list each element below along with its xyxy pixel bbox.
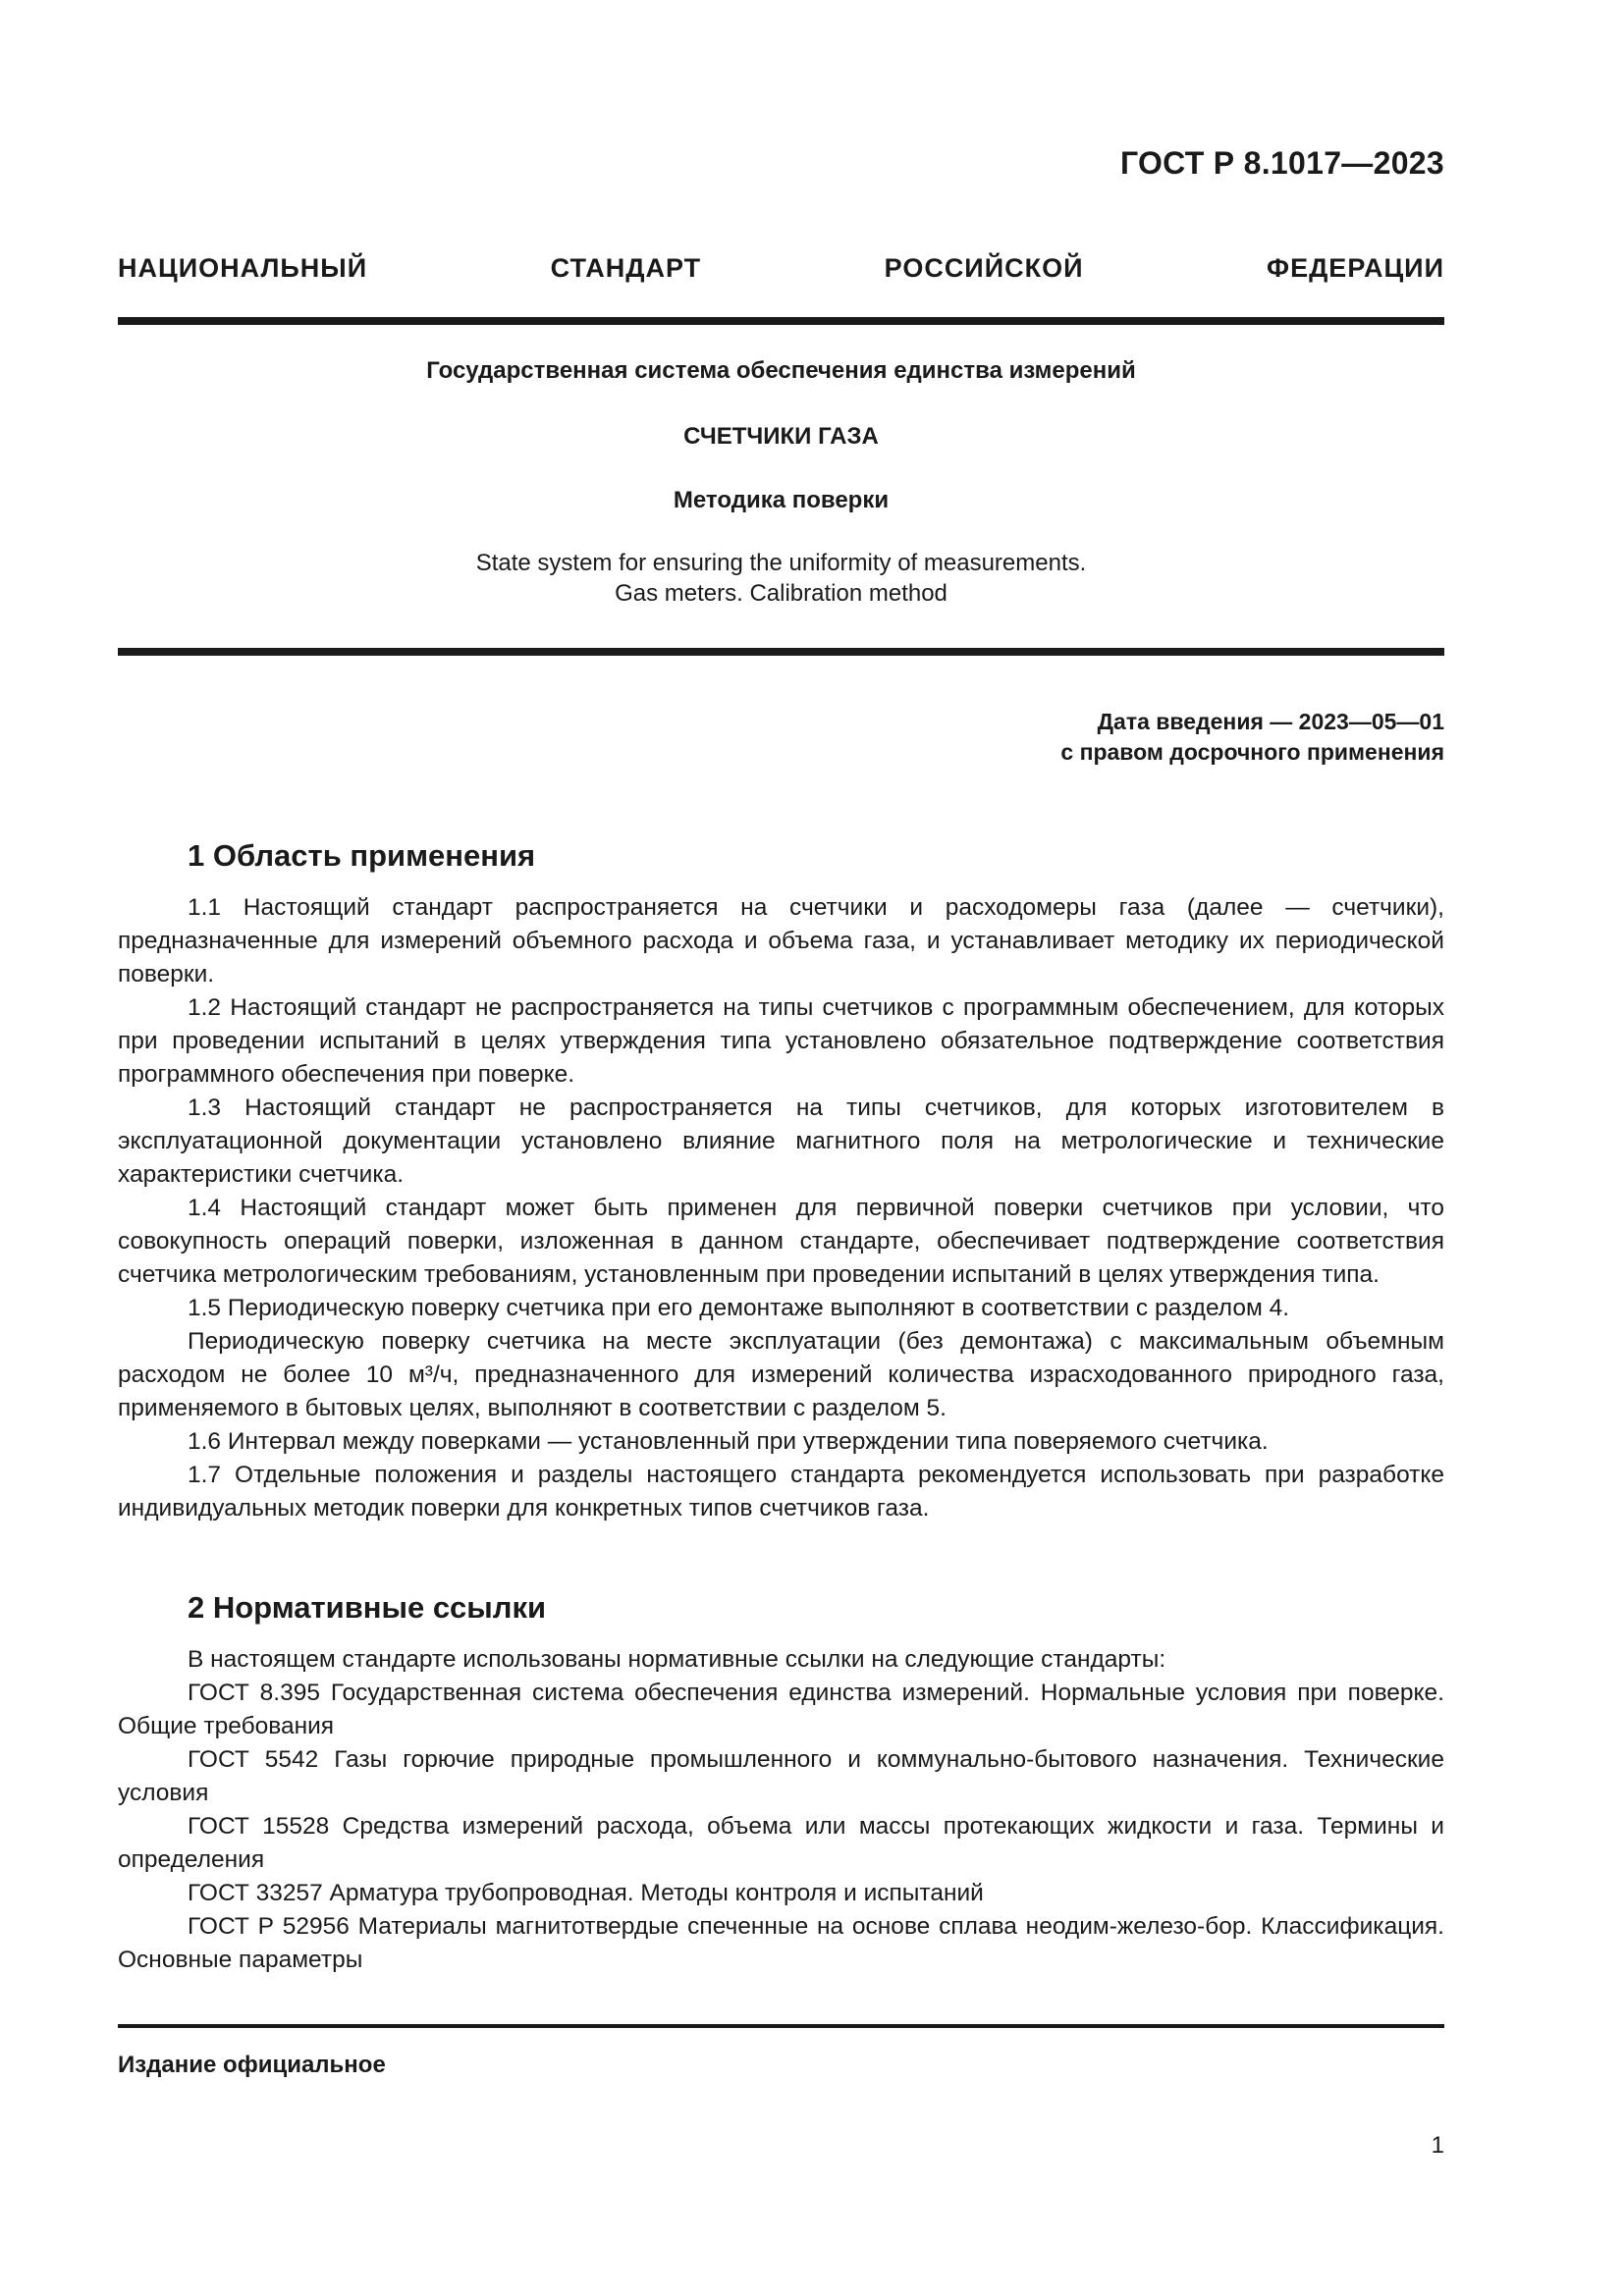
english-title-line: Gas meters. Calibration method	[615, 580, 947, 607]
title-divider	[118, 648, 1444, 656]
paragraph: В настоящем стандарте использованы нормативные ссылки на следующие стандарты:	[188, 1646, 1166, 1673]
official-edition-label: Издание официальное	[118, 2052, 386, 2078]
paragraph: 1.2 Настоящий стандарт не распространяется на типы счетчиков с программным обеспечением, для которых при проведении испытаний в целях утверждения типа установлено обязательное подтверждение соответствия программного обеспечения при поверке.	[118, 994, 1444, 1088]
reference-item: ГОСТ 33257 Арматура трубопроводная. Методы контроля и испытаний	[188, 1880, 984, 1906]
method-title: Методика поверки	[673, 487, 890, 513]
header-divider	[118, 317, 1444, 325]
early-application-note: с правом досрочного применения	[1060, 739, 1444, 765]
national-standard-title: НАЦИОНАЛЬНЫЙ СТАНДАРТ РОССИЙСКОЙ ФЕДЕРАЦИИ	[118, 253, 1444, 283]
introduction-date	[1060, 707, 1444, 768]
reference-item: ГОСТ Р 52956 Материалы магнитотвердые спеченные на основе сплава неодим-железо-бор. Классификация. Основные параметры	[118, 1913, 1444, 1973]
paragraph: Периодическую поверку счетчика на месте эксплуатации (без демонтажа) с максимальным объемным расходом не более 10 м³/ч, предназначенного для измерений количества израсходованного природного газа, применяемого в бытовых целях, выполняют в соответствии с разделом 5.	[118, 1328, 1444, 1421]
introduction-date-line: Дата введения — 2023—05—01	[1097, 709, 1444, 734]
section-normative-references	[118, 1590, 1444, 1977]
paragraph: 1.4 Настоящий стандарт может быть применен для первичной поверки счетчиков при условии, что совокупность операций поверки, изложенная в данном стандарте, обеспечивает подтверждение соответствия счетчика метрологическим требованиям, установленным при проведении испытаний в целях утверждения типа.	[118, 1195, 1444, 1288]
paragraph: 1.5 Периодическую поверку счетчика при его демонтаже выполняют в соответствии с разделом 4.	[188, 1295, 1290, 1321]
section-heading: 1 Область применения	[188, 838, 536, 873]
product-title: СЧЕТЧИКИ ГАЗА	[683, 423, 879, 450]
english-title-line: State system for ensuring the uniformity of measurements.	[475, 550, 1087, 576]
section-heading: 2 Нормативные ссылки	[188, 1590, 547, 1625]
reference-item: ГОСТ 15528 Средства измерений расхода, объема или массы протекающих жидкости и газа. Термины и определения	[118, 1813, 1444, 1873]
paragraph: 1.6 Интервал между поверками — установленный при утверждении типа поверяемого счетчика.	[188, 1428, 1269, 1455]
paragraph: 1.3 Настоящий стандарт не распространяется на типы счетчиков, для которых изготовителем в эксплуатационной документации установлено влияние магнитного поля на метрологические и технические характеристики счетчика.	[118, 1095, 1444, 1188]
reference-item: ГОСТ 5542 Газы горючие природные промышленного и коммунально-бытового назначения. Технические условия	[118, 1746, 1444, 1806]
system-title: Государственная система обеспечения единства измерений	[426, 357, 1136, 384]
reference-item: ГОСТ 8.395 Государственная система обеспечения единства измерений. Нормальные условия при поверке. Общие требования	[118, 1680, 1444, 1739]
english-title	[118, 548, 1444, 609]
paragraph: 1.1 Настоящий стандарт распространяется на счетчики и расходомеры газа (далее — счетчики), предназначенные для измерений объемного расхода и объема газа, и устанавливает методику их периодической поверки.	[118, 894, 1444, 988]
footer-divider	[118, 2024, 1444, 2028]
paragraph: 1.7 Отдельные положения и разделы настоящего стандарта рекомендуется использовать при разработке индивидуальных методик поверки для конкретных типов счетчиков газа.	[118, 1462, 1444, 1522]
page-number: 1	[1431, 2132, 1444, 2159]
section-scope	[118, 838, 1444, 1525]
document-code: ГОСТ Р 8.1017—2023	[1119, 145, 1444, 181]
